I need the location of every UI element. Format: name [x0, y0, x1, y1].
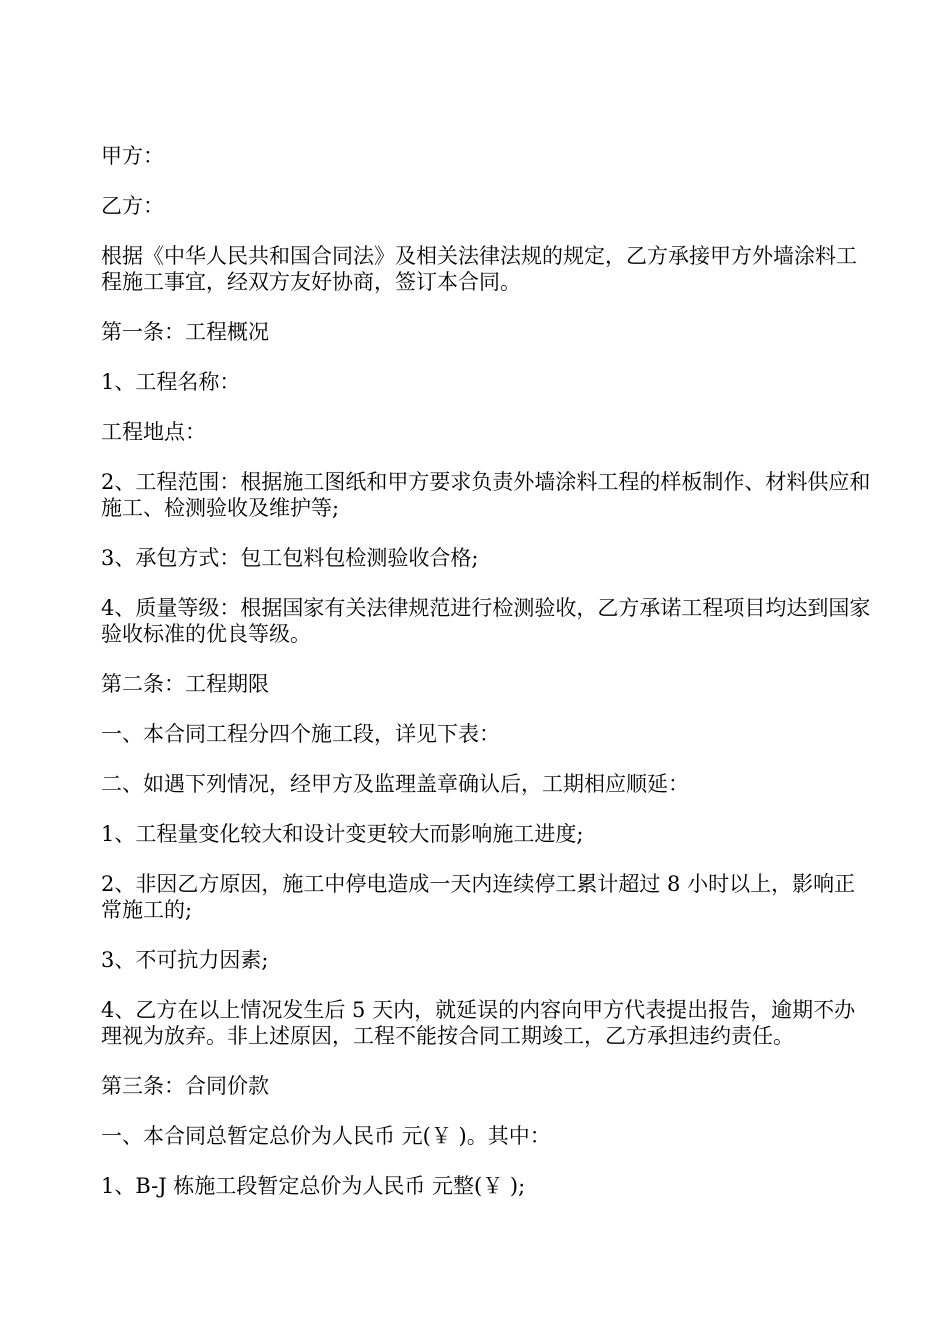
- contract-body: [101, 143, 871, 1223]
- construction-stages-line: 一、本合同工程分四个施工段，详见下表：: [101, 722, 500, 746]
- article-3-heading: 第三条：合同价款: [101, 1074, 269, 1098]
- party-a-line: 甲方：: [101, 144, 164, 168]
- project-name-line: 1、工程名称：: [101, 370, 241, 394]
- preamble-paragraph: 根据《中华人民共和国合同法》及相关法律法规的规定，乙方承接甲方外墙涂料工程施工事宜，经双方友好协商，签订本合同。: [101, 244, 857, 294]
- stage-bj-price-line: 1、B-J 栋施工段暂定总价为人民币 元整(￥ );: [101, 1174, 526, 1198]
- article-1-heading: 第一条：工程概况: [101, 320, 269, 344]
- contracting-method-line: 3、承包方式：包工包料包检测验收合格;: [101, 546, 479, 570]
- quality-grade-paragraph: 4、质量等级：根据国家有关法律规范进行检测验收，乙方承诺工程项目均达到国家验收标准的优良等级。: [101, 596, 871, 646]
- party-b-line: 乙方：: [101, 194, 164, 218]
- extension-item-3: 3、不可抗力因素;: [101, 948, 269, 972]
- total-price-line: 一、本合同总暂定总价为人民币 元(￥ )。其中：: [101, 1124, 551, 1148]
- article-2-heading: 第二条：工程期限: [101, 672, 269, 696]
- project-scope-paragraph: 2、工程范围：根据施工图纸和甲方要求负责外墙涂料工程的样板制作、材料供应和施工、检测验收及维护等;: [101, 470, 871, 520]
- project-location-line: 工程地点：: [101, 420, 206, 444]
- extension-item-4: 4、乙方在以上情况发生后 5 天内，就延误的内容向甲方代表提出报告，逾期不办理视为放弃。非上述原因，工程不能按合同工期竣工，乙方承担违约责任。: [101, 998, 856, 1048]
- extension-item-1: 1、工程量变化较大和设计变更较大而影响施工进度;: [101, 822, 584, 846]
- extension-conditions-line: 二、如遇下列情况，经甲方及监理盖章确认后，工期相应顺延：: [101, 772, 689, 796]
- extension-item-2: 2、非因乙方原因，施工中停电造成一天内连续停工累计超过 8 小时以上，影响正常施工的;: [101, 872, 856, 922]
